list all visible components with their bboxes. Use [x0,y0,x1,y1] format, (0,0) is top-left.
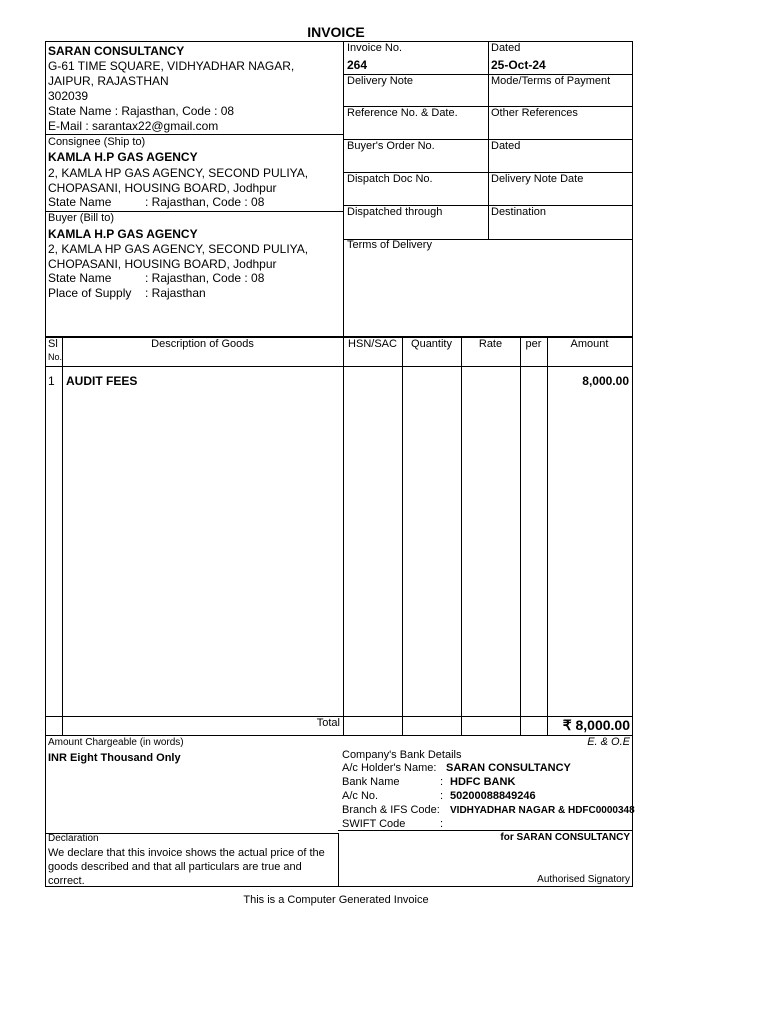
bank-branch-value: VIDHYADHAR NAGAR & HDFC0000348 [450,805,635,816]
seller-email: E-Mail : sarantax22@gmail.com [48,119,219,133]
buyer-place-of-supply-value: : Rajasthan [145,286,206,300]
header-sl: Sl [48,338,58,350]
buyers-order-label: Buyer's Order No. [347,140,435,152]
bank-ac-label: A/c No. [342,790,379,802]
header-quantity: Quantity [411,338,452,350]
header-rate: Rate [478,338,503,350]
declaration-label: Declaration [48,833,99,844]
seller-name: SARAN CONSULTANCY [48,44,185,58]
footer-note: This is a Computer Generated Invoice [243,894,429,906]
destination-label: Destination [491,206,547,218]
dispatched-through-label: Dispatched through [347,206,443,218]
terms-of-delivery-label: Terms of Delivery [347,239,432,251]
dated-label: Dated [491,42,521,54]
header-per: per [525,338,542,350]
bank-swift-label: SWIFT Code [342,818,406,830]
bank-name-colon: : [440,776,444,788]
bank-heading: Company's Bank Details [342,749,462,761]
buyer-state-label: State Name [48,271,112,285]
authorised-signatory: Authorised Signatory [537,874,630,885]
total-amount: ₹ 8,000.00 [562,717,630,733]
bank-ac-colon: : [440,790,444,802]
buyer-address-line1: 2, KAMLA HP GAS AGENCY, SECOND PULIYA, [48,242,309,256]
total-label: Total [316,717,340,729]
header-hsn: HSN/SAC [348,338,397,350]
seller-address-line2: JAIPUR, RAJASTHAN [48,74,169,88]
bank-name-value: HDFC BANK [450,776,516,788]
bank-name-label: Bank Name [342,776,400,788]
buyer-label: Buyer (Bill to) [48,212,115,224]
buyer-state-value: : Rajasthan, Code : 08 [145,271,265,285]
consignee-address-line1: 2, KAMLA HP GAS AGENCY, SECOND PULIYA, [48,166,309,180]
invoice-title: INVOICE [307,24,365,40]
amount-words-label: Amount Chargeable (in words) [48,737,184,748]
header-amount: Amount [570,338,609,350]
consignee-address-line2: CHOPASANI, HOUSING BOARD, Jodhpur [48,181,277,195]
bank-swift-colon: : [440,818,444,830]
dated-value: 25-Oct-24 [491,58,546,72]
seller-state: State Name : Rajasthan, Code : 08 [48,104,235,118]
row-sl: 1 [48,374,55,388]
invoice-no-value: 264 [347,58,368,72]
buyers-order-dated-label: Dated [491,140,521,152]
seller-pincode: 302039 [48,89,89,103]
row-amount: 8,000.00 [582,374,629,388]
buyer-place-of-supply-label: Place of Supply [48,286,132,300]
dispatch-doc-label: Dispatch Doc No. [347,173,433,185]
for-company: for SARAN CONSULTANCY [500,832,630,843]
consignee-name: KAMLA H.P GAS AGENCY [48,150,198,164]
buyer-name: KAMLA H.P GAS AGENCY [48,227,198,241]
consignee-label: Consignee (Ship to) [48,136,146,148]
invoice-no-label: Invoice No. [347,42,403,54]
delivery-note-date-label: Delivery Note Date [491,173,584,185]
bank-holder-value: SARAN CONSULTANCY [446,762,571,774]
delivery-note-label: Delivery Note [347,75,414,87]
buyer-address-line2: CHOPASANI, HOUSING BOARD, Jodhpur [48,257,277,271]
bank-ac-value: 50200088849246 [450,790,536,802]
eoe-note: E. & O.E [587,736,630,748]
bank-branch-label: Branch & IFS Code: [342,804,440,816]
other-references-label: Other References [491,107,578,119]
header-description: Description of Goods [151,338,254,350]
amount-words: INR Eight Thousand Only [48,752,181,764]
consignee-state-label: State Name [48,195,112,209]
reference-label: Reference No. & Date. [347,107,458,119]
header-sl-no: No. [48,352,63,362]
seller-address-line1: G-61 TIME SQUARE, VIDHYADHAR NAGAR, [48,59,295,73]
row-description: AUDIT FEES [66,374,138,388]
mode-terms-label: Mode/Terms of Payment [491,75,611,87]
bank-holder-label: A/c Holder's Name: [342,762,437,774]
declaration-text: We declare that this invoice shows the actual price of the goods described and that all particulars are true and correct. [48,847,325,887]
consignee-state-value: : Rajasthan, Code : 08 [145,195,265,209]
